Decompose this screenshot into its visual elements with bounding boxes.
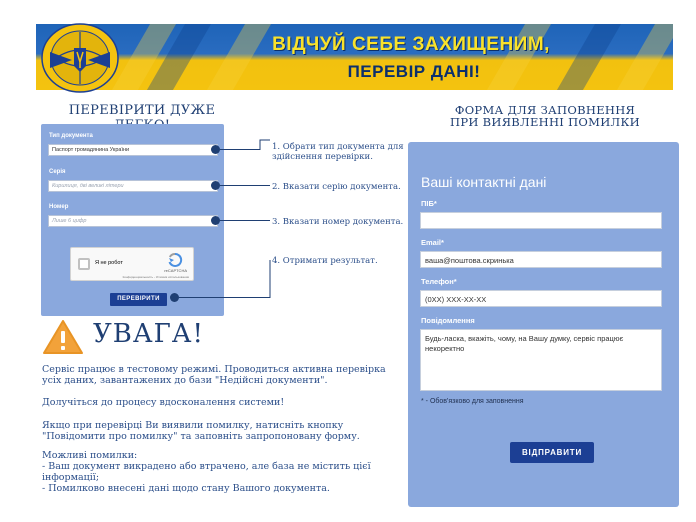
phone-input[interactable]: (0XX) XXX-XX-XX [420,290,662,307]
step-2-text: 2. Вказати серію документа. [272,182,401,192]
warning-paragraph-test-mode: Сервіс працює в тестовому режимі. Проводиться активна перевірка усіх даних, завантажених до бази "Недійсні документи". [42,364,386,386]
recaptcha-terms[interactable]: Конфиденциальность - Условия использования [122,275,189,279]
recaptcha-logo-icon [167,252,183,268]
step-1-line: 1. Обрати тип документа для здійснення перевірки. [272,142,404,162]
phone-label: Телефон* [421,277,457,286]
message-label: Повідомлення [421,316,475,325]
required-fields-note: * - Обов'язково для заповнення [421,398,524,405]
error-form-title-line1: ФОРМА ДЛЯ ЗАПОВНЕННЯ [454,103,636,117]
check-button[interactable]: ПЕРЕВІРИТИ [110,293,167,306]
step4-marker-icon [170,293,179,302]
step3-marker-icon [211,216,220,225]
easy-check-title: ПЕРЕВІРИТИ ДУЖЕ [68,103,216,118]
warning-title: УВАГА! [93,319,204,349]
migration-service-emblem-icon [40,22,120,94]
series-label: Серія [49,169,66,175]
step2-marker-icon [211,181,220,190]
possible-error-item-stolen: - Ваш документ викрадено або втрачено, але база не містить цієї інформації; [42,461,371,483]
email-input[interactable]: ваша@поштова.скринька [420,251,662,268]
warning-icon [42,319,84,355]
recaptcha-brand: reCAPTCHA [164,268,187,273]
pib-label: ПІБ* [421,199,437,208]
number-label: Номер [49,204,69,210]
possible-error-item-wrong-data: - Помилково внесені дані щодо стану Вашого документа. [42,483,330,494]
possible-errors-title: Можливі помилки: [42,450,138,461]
email-label: Email* [421,238,444,247]
document-check-form [41,124,224,316]
series-input[interactable]: Кирилиця, дві великі літери [48,180,218,192]
recaptcha-label: Я не робот [95,260,123,266]
error-report-form [408,142,679,507]
pib-input[interactable] [420,212,662,229]
contact-data-heading: Ваші контактні дані [421,174,547,190]
warning-paragraph-join: Долучіться до процесу вдосконалення системи! [42,397,285,408]
doc-type-label: Тип документа [49,133,93,139]
send-button[interactable]: ВІДПРАВИТИ [510,442,594,463]
number-input[interactable]: Лише 6 цифр [48,215,218,227]
error-form-title-line2: ПРИ ВИЯВЛЕННІ ПОМИЛКИ [449,115,640,129]
banner-slogan-line2: ПЕРЕВІР ДАНІ! [347,62,481,81]
message-textarea[interactable]: Будь-ласка, вкажіть, чому, на Вашу думку, сервіс працює некоректно [420,329,662,391]
recaptcha-widget [70,247,194,281]
header-banner [36,24,673,90]
error-form-title [440,104,650,128]
banner-slogan-line1: ВІДЧУЙ СЕБЕ ЗАХИЩЕНИМ, [272,34,550,55]
warning-paragraph-report: Якщо при перевірці Ви виявили помилку, натисніть кнопку "Повідомити про помилку" та заповніть запропоновану форму. [42,420,360,442]
recaptcha-checkbox[interactable] [78,258,90,270]
step-1-text [272,142,404,162]
step1-marker-icon [211,145,220,154]
step-3-text: 3. Вказати номер документа. [272,217,404,227]
step-4-text: 4. Отримати результат. [272,256,378,266]
doc-type-select[interactable]: Паспорт громадянина України [48,144,218,156]
